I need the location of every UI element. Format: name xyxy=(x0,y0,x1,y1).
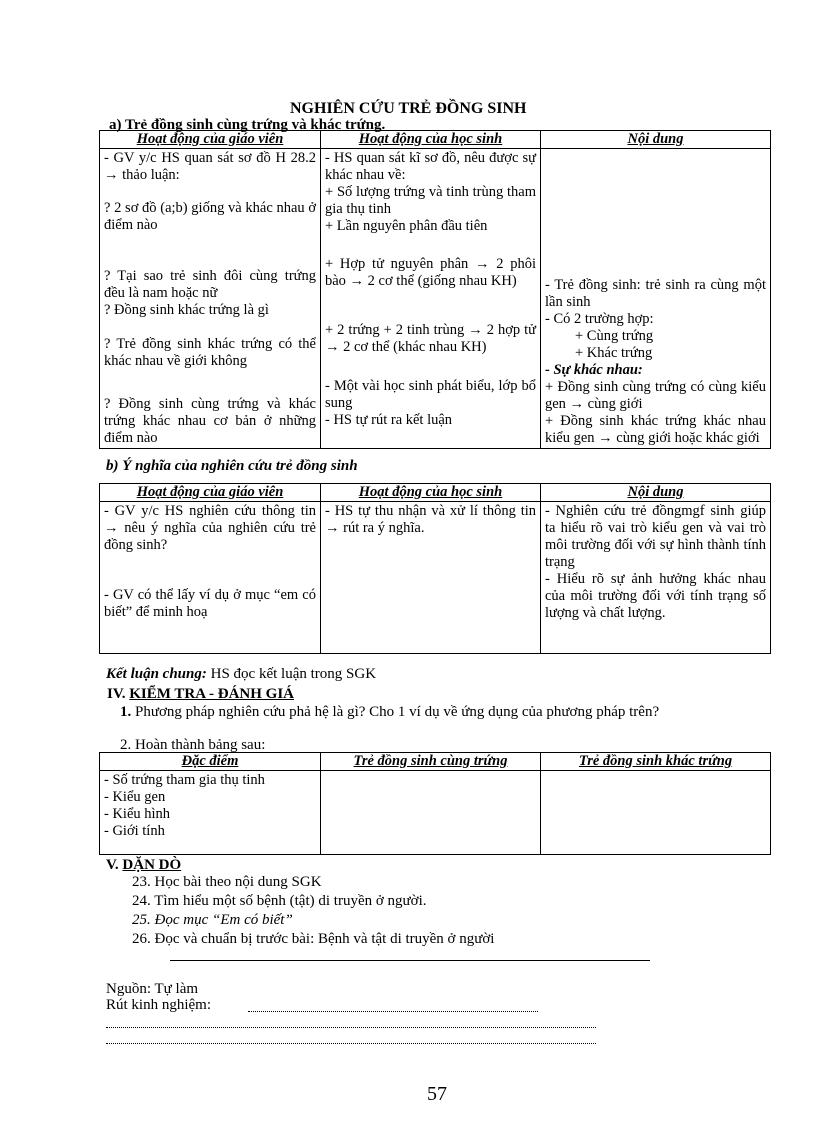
student-answer: - HS tự thu nhận và xử lí thông tin → rút ra ý nghĩa. xyxy=(325,503,536,536)
table3-header-feature: Đặc điểm xyxy=(100,753,321,771)
table1-content-cell xyxy=(541,149,771,449)
content-item: - Trẻ đồng sinh: trẻ sinh ra cùng một lần sinh xyxy=(545,277,766,310)
teacher-instruction: - GV y/c HS quan sát sơ đồ H 28.2 → thảo luận: xyxy=(104,150,316,183)
homework-item: 26. Đọc và chuẩn bị trước bài: Bệnh và tật di truyền ở người xyxy=(132,931,495,947)
table1-header-teacher: Hoạt động của giáo viên xyxy=(100,131,321,149)
feature-row: - Giới tính xyxy=(104,823,165,839)
homework-item: 24. Tìm hiểu một số bệnh (tật) di truyền ở người. xyxy=(132,893,427,909)
content-item: - Nghiên cứu trẻ đồngmgf sinh giúp ta hiểu rõ vai trò kiểu gen và vai trò môi trường đối với sự hình thành tính trạng xyxy=(545,503,766,570)
table-twins-significance xyxy=(99,483,771,654)
table1-header-student: Hoạt động của học sinh xyxy=(321,131,541,149)
section-iv-title: KIỂM TRA - ĐÁNH GIÁ xyxy=(129,686,294,702)
table2-header-teacher: Hoạt động của giáo viên xyxy=(100,484,321,502)
student-answer: - HS quan sát kĩ sơ đồ, nêu được sự khác nhau về: xyxy=(325,150,536,183)
table1-header-content: Nội dung xyxy=(541,131,771,149)
section-v-number: V. xyxy=(106,857,119,873)
section-v-title: DẶN DÒ xyxy=(122,857,182,873)
content-item: - Có 2 trường hợp: xyxy=(545,311,654,327)
teacher-question: ? 2 sơ đồ (a;b) giống và khác nhau ở điểm nào xyxy=(104,200,316,233)
content-item: - Hiểu rõ sự ảnh hưởng khác nhau của môi trường đối với tính trạng số lượng và chất lượng. xyxy=(545,571,766,621)
conclusion-label: Kết luận chung: xyxy=(106,666,207,682)
experience-dotted-line xyxy=(248,1011,538,1012)
feature-row: - Số trứng tham gia thụ tinh xyxy=(104,772,265,788)
section-iv-number: IV. xyxy=(107,686,126,702)
content-item: + Khác trứng xyxy=(575,345,653,361)
table1-teacher-cell xyxy=(100,149,321,449)
student-answer: + Số lượng trứng và tinh trùng tham gia thụ tinh xyxy=(325,184,536,217)
question-1-text: Phương pháp nghiên cứu phả hệ là gì? Cho 1 ví dụ về ứng dụng của phương pháp trên? xyxy=(135,704,660,720)
question-2: 2. Hoàn thành bảng sau: xyxy=(120,737,266,753)
teacher-question: ? Tại sao trẻ sinh đôi cùng trứng đều là nam hoặc nữ xyxy=(104,268,316,301)
table2-content-cell xyxy=(541,502,771,654)
page-number: 57 xyxy=(427,1083,447,1105)
content-item: + Đồng sinh cùng trứng có cùng kiểu gen → cùng giới xyxy=(545,379,766,412)
experience-dotted-line xyxy=(106,1027,596,1028)
table3-header-fraternal: Trẻ đồng sinh khác trứng xyxy=(541,753,771,771)
table-comparison xyxy=(99,752,771,855)
section-a-heading: a) Trẻ đồng sinh cùng trứng và khác trứng. xyxy=(109,117,386,133)
experience-dotted-line xyxy=(106,1043,596,1044)
content-item: + Cùng trứng xyxy=(575,328,654,344)
question-1 xyxy=(120,704,770,721)
feature-row: - Kiểu gen xyxy=(104,789,166,805)
page-title: NGHIÊN CỨU TRẺ ĐỒNG SINH xyxy=(290,100,527,117)
content-item: - Sự khác nhau: xyxy=(545,362,643,378)
content-item: + Đồng sinh khác trứng khác nhau kiểu gen → cùng giới hoặc khác giới xyxy=(545,413,766,446)
divider xyxy=(170,960,650,961)
table3-fraternal-cell[interactable] xyxy=(541,771,771,855)
table2-teacher-cell xyxy=(100,502,321,654)
general-conclusion xyxy=(106,666,376,683)
table2-student-cell xyxy=(321,502,541,654)
experience-label: Rút kinh nghiệm: xyxy=(106,997,211,1013)
table-twins-activities xyxy=(99,130,771,449)
homework-item: 23. Học bài theo nội dung SGK xyxy=(132,874,322,890)
teacher-question: ? Đồng sinh khác trứng là gì xyxy=(104,302,269,318)
table2-header-student: Hoạt động của học sinh xyxy=(321,484,541,502)
section-b-heading: b) Ý nghĩa của nghiên cứu trẻ đồng sinh xyxy=(106,458,358,474)
feature-row: - Kiểu hình xyxy=(104,806,171,822)
table3-features-cell xyxy=(100,771,321,855)
student-answer: - HS tự rút ra kết luận xyxy=(325,412,453,428)
section-v-heading xyxy=(106,857,181,874)
table1-student-cell xyxy=(321,149,541,449)
teacher-instruction: - GV y/c HS nghiên cứu thông tin → nêu ý nghĩa của nghiên cứu trẻ đồng sinh? xyxy=(104,503,316,553)
student-answer: + 2 trứng + 2 tinh trùng → 2 hợp tử → 2 cơ thể (khác nhau KH) xyxy=(325,322,536,355)
student-answer: + Lần nguyên phân đầu tiên xyxy=(325,218,488,234)
student-answer: - Một vài học sinh phát biểu, lớp bổ sung xyxy=(325,378,536,411)
section-iv-heading xyxy=(107,686,294,703)
source-line: Nguồn: Tự làm xyxy=(106,981,199,997)
homework-item: 25. Đọc mục “Em có biết” xyxy=(132,912,293,928)
table3-header-identical: Trẻ đồng sinh cùng trứng xyxy=(321,753,541,771)
table2-header-content: Nội dung xyxy=(541,484,771,502)
question-1-number: 1. xyxy=(120,704,132,720)
teacher-question: ? Đồng sinh cùng trứng và khác trứng khác nhau cơ bản ở những điểm nào xyxy=(104,396,316,446)
teacher-instruction: - GV có thể lấy ví dụ ở mục “em có biết” để minh hoạ xyxy=(104,587,316,620)
table3-identical-cell[interactable] xyxy=(321,771,541,855)
teacher-question: ? Trẻ đồng sinh khác trứng có thể khác nhau về giới không xyxy=(104,336,316,369)
student-answer: + Hợp tử nguyên phân → 2 phôi bào → 2 cơ thể (giống nhau KH) xyxy=(325,256,536,289)
conclusion-text: HS đọc kết luận trong SGK xyxy=(210,666,377,682)
